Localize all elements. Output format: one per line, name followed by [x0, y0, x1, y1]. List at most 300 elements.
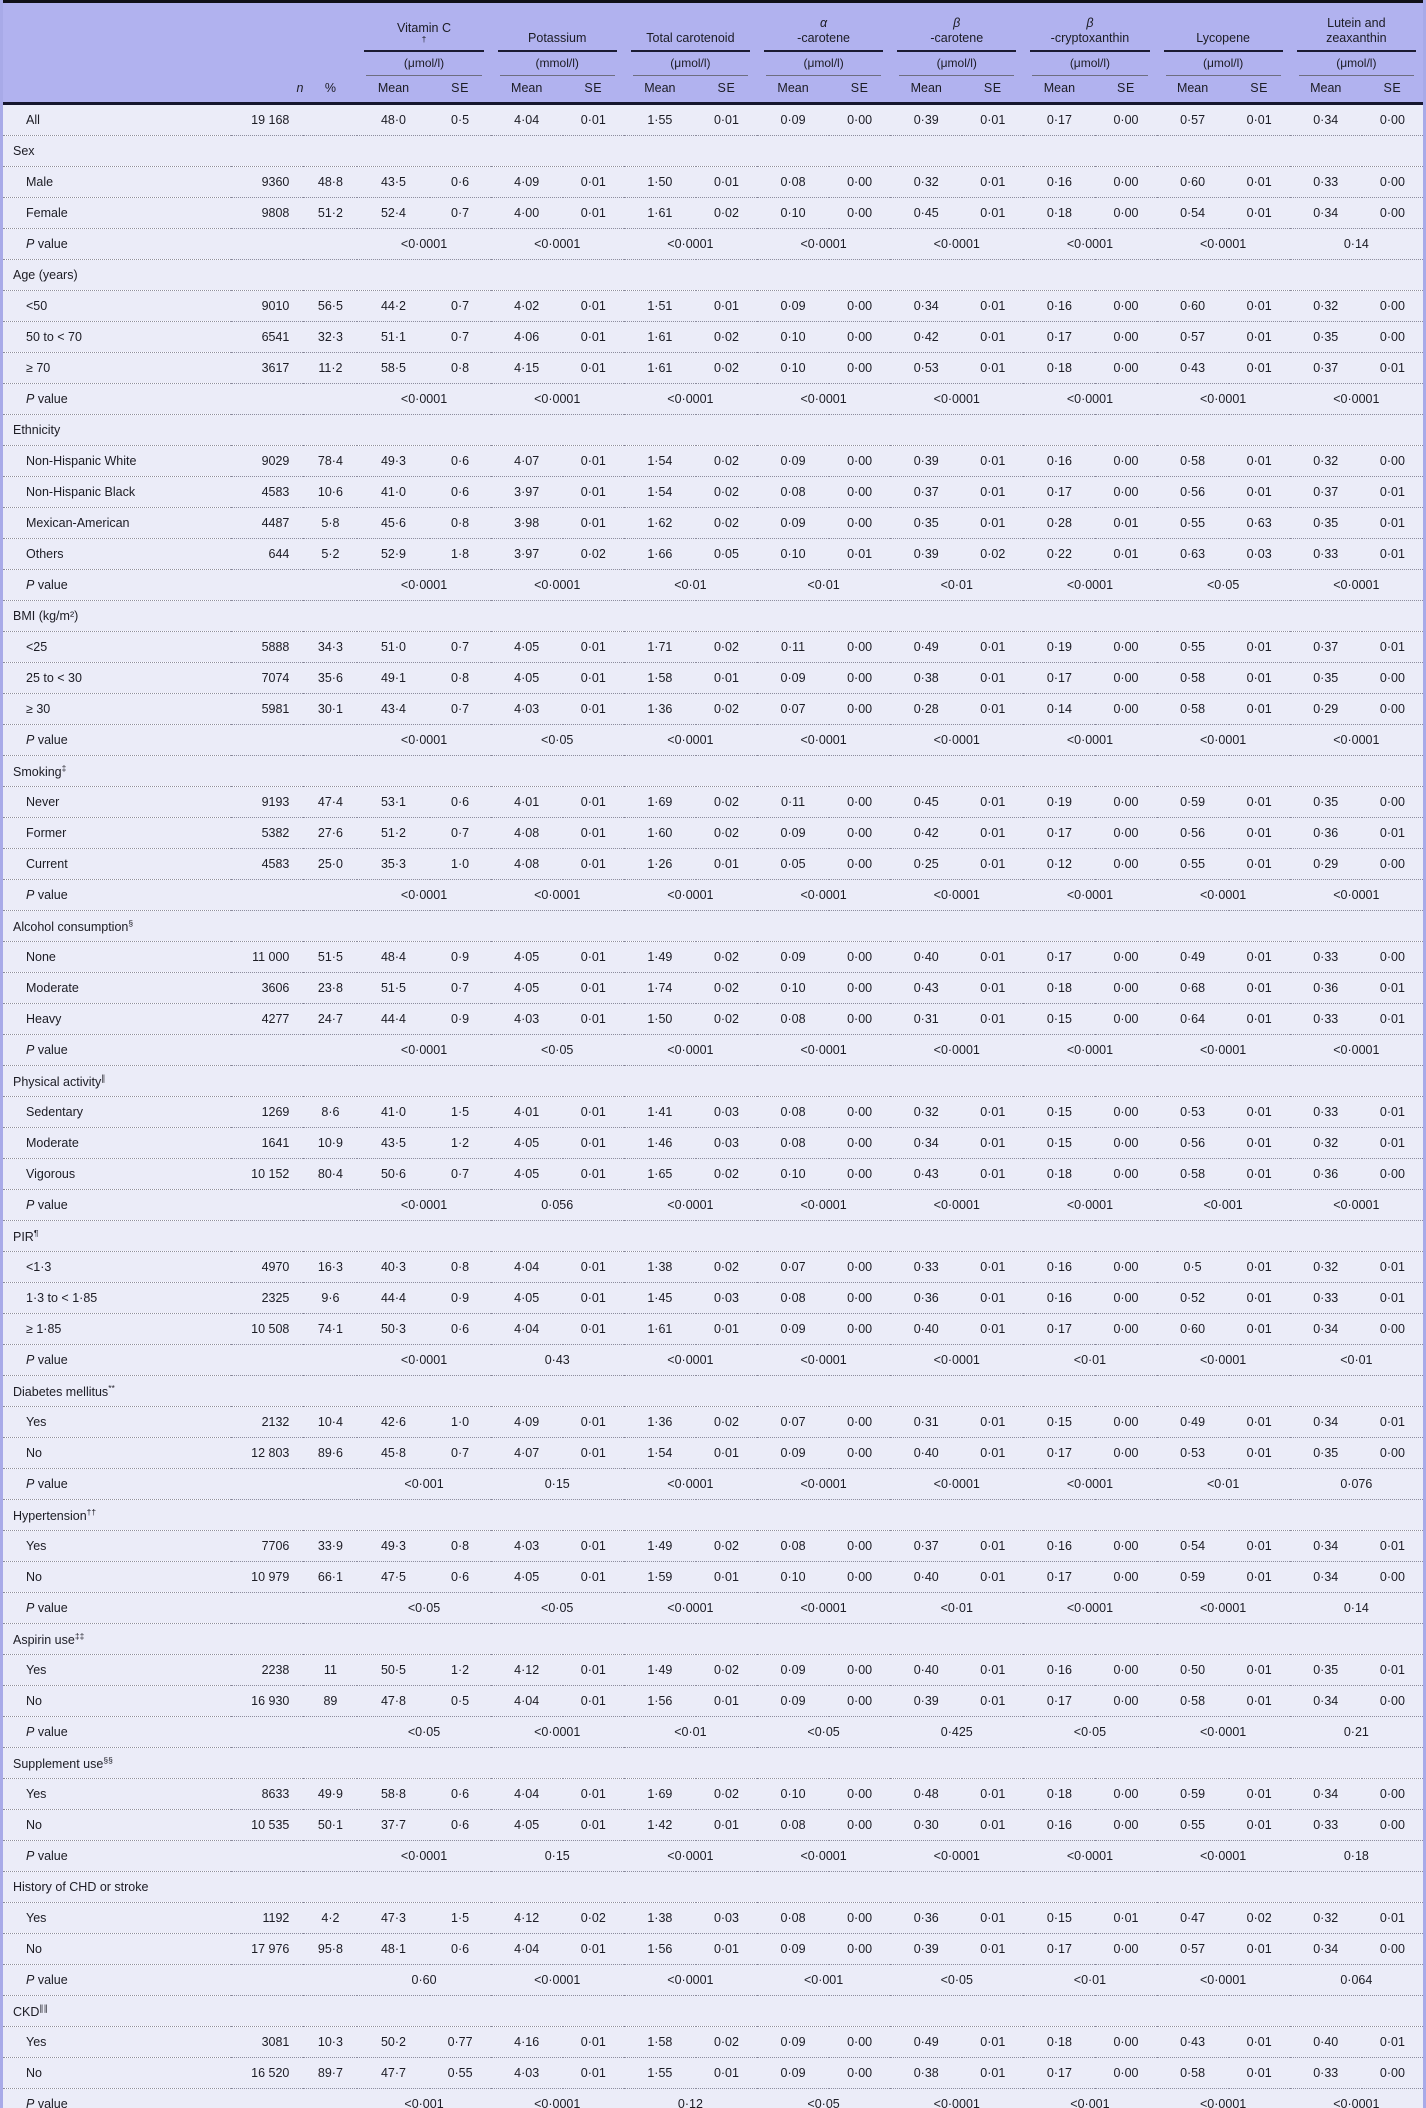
se-cell: 0·00 — [829, 198, 890, 229]
group-unit-label: (μmol/l) — [633, 52, 748, 76]
mean-cell: 0·07 — [757, 1407, 829, 1438]
group-header-3 — [757, 2, 890, 53]
table-row — [3, 291, 1423, 322]
se-cell: 0·00 — [829, 1903, 890, 1934]
mean-cell: 41·0 — [357, 477, 429, 508]
section-row — [3, 1500, 1423, 1531]
empty-cell — [303, 1593, 357, 1624]
greek-letter: β — [953, 16, 961, 31]
col-header-n: n — [231, 76, 303, 104]
p-italic: P — [26, 1353, 35, 1367]
mean-cell: 0·55 — [1157, 508, 1229, 539]
p-value-row — [3, 725, 1423, 756]
se-cell: 0·00 — [829, 353, 890, 384]
mean-cell: 4·05 — [491, 1810, 563, 1841]
mean-cell: 0·16 — [1023, 1531, 1095, 1562]
mean-cell: 0·08 — [757, 1097, 829, 1128]
se-cell: 1·5 — [430, 1097, 491, 1128]
mean-cell: 0·57 — [1157, 104, 1229, 136]
se-cell: 0·55 — [430, 2058, 491, 2089]
p-value-cell: <0·0001 — [1023, 570, 1156, 601]
mean-cell: 0·48 — [890, 1779, 962, 1810]
row-label: Current — [3, 849, 231, 880]
col-header-mean: Mean — [1023, 76, 1095, 104]
section-row — [3, 1996, 1423, 2027]
mean-cell: 0·36 — [890, 1283, 962, 1314]
se-cell: 0·02 — [696, 477, 757, 508]
mean-cell: 4·04 — [491, 1779, 563, 1810]
pct-cell: 78·4 — [303, 446, 357, 477]
se-cell: 0·01 — [1229, 2027, 1290, 2058]
p-value-cell: <0·0001 — [491, 570, 624, 601]
p-value-cell: <0·01 — [757, 570, 890, 601]
se-cell: 0·01 — [563, 1562, 624, 1593]
mean-cell: 0·37 — [1290, 632, 1362, 663]
mean-cell: 1·50 — [624, 1004, 696, 1035]
mean-cell: 48·0 — [357, 104, 429, 136]
se-cell: 1·8 — [430, 539, 491, 570]
n-cell: 1269 — [231, 1097, 303, 1128]
pct-cell: 4·2 — [303, 1903, 357, 1934]
mean-cell: 0·09 — [757, 663, 829, 694]
mean-cell: 0·09 — [757, 942, 829, 973]
empty-cell — [303, 1469, 357, 1500]
mean-cell: 0·11 — [757, 632, 829, 663]
se-cell: 0·00 — [1362, 1314, 1423, 1345]
mean-cell: 0·40 — [890, 1438, 962, 1469]
pct-cell: 23·8 — [303, 973, 357, 1004]
se-cell: 0·00 — [1362, 167, 1423, 198]
se-cell: 0·02 — [696, 818, 757, 849]
mean-cell: 0·53 — [1157, 1438, 1229, 1469]
se-cell: 0·01 — [563, 787, 624, 818]
section-row — [3, 1624, 1423, 1655]
p-value-cell: <0·0001 — [757, 1035, 890, 1066]
mean-cell: 0·16 — [1023, 1283, 1095, 1314]
row-label: Yes — [3, 1655, 231, 1686]
p-value-cell: <0·05 — [491, 725, 624, 756]
section-row — [3, 1872, 1423, 1903]
mean-cell: 0·60 — [1157, 167, 1229, 198]
footnote-marker: ∥ — [101, 1072, 106, 1083]
table-header — [3, 2, 1423, 104]
se-cell: 0·01 — [563, 167, 624, 198]
mean-cell: 0·08 — [757, 1810, 829, 1841]
se-cell: 0·01 — [962, 942, 1023, 973]
se-cell: 0·01 — [563, 2058, 624, 2089]
pct-cell: 10·6 — [303, 477, 357, 508]
mean-cell: 4·05 — [491, 1562, 563, 1593]
greek-letter: α — [820, 16, 828, 31]
p-value-row — [3, 1035, 1423, 1066]
mean-cell: 0·15 — [1023, 1128, 1095, 1159]
header-spacer — [3, 2, 231, 53]
mean-cell: 1·71 — [624, 632, 696, 663]
se-cell: 0·01 — [962, 1686, 1023, 1717]
p-italic: P — [26, 1477, 35, 1491]
p-value-cell: <0·0001 — [890, 1345, 1023, 1376]
mean-cell: 0·49 — [1157, 942, 1229, 973]
mean-cell: 0·07 — [757, 694, 829, 725]
mean-cell: 0·16 — [1023, 1655, 1095, 1686]
se-cell: 0·02 — [696, 446, 757, 477]
pct-cell: 25·0 — [303, 849, 357, 880]
empty-cell — [303, 1717, 357, 1748]
se-cell: 0·00 — [1095, 1531, 1156, 1562]
mean-cell: 0·58 — [1157, 446, 1229, 477]
mean-cell: 50·2 — [357, 2027, 429, 2058]
se-cell: 0·01 — [962, 1655, 1023, 1686]
table-row — [3, 1531, 1423, 1562]
se-cell: 0·00 — [1095, 1283, 1156, 1314]
mean-cell: 0·58 — [1157, 1686, 1229, 1717]
mean-cell: 0·43 — [1157, 353, 1229, 384]
se-cell: 0·00 — [1362, 2058, 1423, 2089]
mean-cell: 4·15 — [491, 353, 563, 384]
mean-cell: 0·39 — [890, 446, 962, 477]
header-spacer — [303, 52, 357, 76]
p-value-cell: <0·0001 — [624, 384, 757, 415]
n-cell: 2238 — [231, 1655, 303, 1686]
p-value-cell: <0·01 — [1023, 1345, 1156, 1376]
row-label: Female — [3, 198, 231, 229]
row-label: <25 — [3, 632, 231, 663]
row-label: Heavy — [3, 1004, 231, 1035]
empty-cell — [231, 1190, 303, 1221]
table-row — [3, 1810, 1423, 1841]
se-cell: 0·7 — [430, 1159, 491, 1190]
mean-cell: 0·34 — [1290, 1562, 1362, 1593]
mean-cell: 0·60 — [1157, 1314, 1229, 1345]
mean-cell: 4·03 — [491, 2058, 563, 2089]
mean-cell: 0·17 — [1023, 663, 1095, 694]
empty-cell — [303, 1035, 357, 1066]
mean-cell: 0·32 — [890, 1097, 962, 1128]
se-cell: 0·00 — [1095, 632, 1156, 663]
p-italic: P — [26, 733, 35, 747]
p-value-cell: <0·05 — [357, 1717, 490, 1748]
se-cell: 0·00 — [1095, 1562, 1156, 1593]
group-unit-3 — [757, 52, 890, 76]
section-label: Sex — [3, 136, 1423, 167]
p-value-row — [3, 384, 1423, 415]
se-cell: 0·00 — [1362, 1562, 1423, 1593]
mean-cell: 0·54 — [1157, 1531, 1229, 1562]
group-name: Potassium — [498, 12, 617, 52]
se-cell: 0·01 — [1229, 1810, 1290, 1841]
mean-cell: 1·51 — [624, 291, 696, 322]
mean-cell: 4·09 — [491, 1407, 563, 1438]
col-header-se: SE — [1095, 76, 1156, 104]
empty-cell — [231, 384, 303, 415]
mean-cell: 0·34 — [1290, 1407, 1362, 1438]
mean-cell: 4·07 — [491, 446, 563, 477]
mean-cell: 1·55 — [624, 2058, 696, 2089]
se-cell: 0·01 — [1229, 322, 1290, 353]
p-value-cell: <0·0001 — [624, 1345, 757, 1376]
mean-cell: 0·18 — [1023, 2027, 1095, 2058]
p-value-label: P value — [3, 1717, 231, 1748]
mean-cell: 0·29 — [1290, 849, 1362, 880]
se-cell: 0·00 — [1095, 1252, 1156, 1283]
empty-cell — [231, 725, 303, 756]
section-label: Alcohol consumption§ — [3, 911, 1423, 942]
se-cell: 0·01 — [696, 1314, 757, 1345]
mean-cell: 3·98 — [491, 508, 563, 539]
p-value-cell: 0·18 — [1290, 1841, 1423, 1872]
se-cell: 0·01 — [1229, 198, 1290, 229]
mean-cell: 1·54 — [624, 446, 696, 477]
p-value-cell: <0·0001 — [357, 1345, 490, 1376]
table-body — [3, 104, 1423, 2108]
p-value-cell: <0·0001 — [1290, 1035, 1423, 1066]
se-cell: 0·01 — [1229, 942, 1290, 973]
mean-cell: 1·38 — [624, 1252, 696, 1283]
p-value-cell: <0·0001 — [491, 1717, 624, 1748]
mean-cell: 4·08 — [491, 818, 563, 849]
p-value-cell: <0·0001 — [757, 1469, 890, 1500]
mean-cell: 0·15 — [1023, 1903, 1095, 1934]
se-cell: 0·01 — [563, 1686, 624, 1717]
table-row — [3, 632, 1423, 663]
p-value-cell: <0·0001 — [890, 1035, 1023, 1066]
mean-cell: 0·16 — [1023, 446, 1095, 477]
mean-cell: 1·58 — [624, 2027, 696, 2058]
mean-cell: 0·33 — [1290, 1810, 1362, 1841]
table-row — [3, 1159, 1423, 1190]
mean-cell: 0·31 — [890, 1407, 962, 1438]
p-value-cell: 0·064 — [1290, 1965, 1423, 1996]
n-cell: 644 — [231, 539, 303, 570]
mean-cell: 0·10 — [757, 198, 829, 229]
p-value-label: P value — [3, 1593, 231, 1624]
se-cell: 0·01 — [1229, 446, 1290, 477]
mean-cell: 0·43 — [890, 1159, 962, 1190]
se-cell: 0·01 — [1362, 353, 1423, 384]
table-row — [3, 1252, 1423, 1283]
mean-cell: 0·08 — [757, 1283, 829, 1314]
se-cell: 0·01 — [1229, 2058, 1290, 2089]
mean-cell: 0·34 — [1290, 1779, 1362, 1810]
se-cell: 0·01 — [1362, 1903, 1423, 1934]
p-value-cell: <0·0001 — [1157, 725, 1290, 756]
pct-cell: 5·8 — [303, 508, 357, 539]
se-cell: 0·00 — [1095, 1097, 1156, 1128]
se-cell: 0·00 — [829, 508, 890, 539]
table-row — [3, 1407, 1423, 1438]
se-cell: 0·9 — [430, 1283, 491, 1314]
p-value-cell: <0·0001 — [1157, 1593, 1290, 1624]
p-value-label: P value — [3, 384, 231, 415]
se-cell: 0·7 — [430, 632, 491, 663]
empty-cell — [231, 880, 303, 911]
empty-cell — [303, 2089, 357, 2108]
mean-cell: 0·39 — [890, 104, 962, 136]
n-cell: 7706 — [231, 1531, 303, 1562]
mean-cell: 0·37 — [1290, 477, 1362, 508]
pct-cell: 80·4 — [303, 1159, 357, 1190]
mean-cell: 4·07 — [491, 1438, 563, 1469]
section-row — [3, 136, 1423, 167]
table-row — [3, 1934, 1423, 1965]
pct-cell: 16·3 — [303, 1252, 357, 1283]
p-value-cell: <0·01 — [1157, 1469, 1290, 1500]
p-value-cell: <0·0001 — [890, 384, 1023, 415]
mean-cell: 0·33 — [1290, 1097, 1362, 1128]
p-value-cell: <0·001 — [357, 2089, 490, 2108]
p-italic: P — [26, 1849, 35, 1863]
pct-cell: 48·8 — [303, 167, 357, 198]
p-italic: P — [26, 392, 35, 406]
col-header-se: SE — [1362, 76, 1423, 104]
group-unit-4 — [890, 52, 1023, 76]
se-cell: 0·01 — [962, 477, 1023, 508]
se-cell: 0·01 — [563, 818, 624, 849]
mean-cell: 0·10 — [757, 1779, 829, 1810]
p-value-cell: <0·0001 — [1290, 1190, 1423, 1221]
mean-cell: 0·49 — [890, 2027, 962, 2058]
empty-cell — [231, 1469, 303, 1500]
p-value-cell: <0·0001 — [491, 384, 624, 415]
empty-cell — [303, 1841, 357, 1872]
se-cell: 0·01 — [1362, 818, 1423, 849]
se-cell: 0·9 — [430, 1004, 491, 1035]
mean-cell: 0·35 — [1290, 1438, 1362, 1469]
se-cell: 0·01 — [563, 663, 624, 694]
se-cell: 0·00 — [1095, 2027, 1156, 2058]
mean-cell: 0·59 — [1157, 1779, 1229, 1810]
p-value-cell: <0·0001 — [357, 880, 490, 911]
n-cell: 16 930 — [231, 1686, 303, 1717]
mean-cell: 4·05 — [491, 973, 563, 1004]
se-cell: 0·01 — [563, 104, 624, 136]
p-value-cell: <0·0001 — [491, 229, 624, 260]
se-cell: 0·01 — [1229, 104, 1290, 136]
se-cell: 0·00 — [1095, 1314, 1156, 1345]
mean-cell: 4·03 — [491, 694, 563, 725]
se-cell: 0·01 — [1229, 1686, 1290, 1717]
p-italic: P — [26, 578, 35, 592]
p-value-cell: <0·001 — [1157, 1190, 1290, 1221]
se-cell: 0·00 — [829, 167, 890, 198]
p-value-cell: <0·0001 — [757, 384, 890, 415]
mean-cell: 0·50 — [1157, 1655, 1229, 1686]
table-row — [3, 2058, 1423, 2089]
mean-cell: 0·10 — [757, 1159, 829, 1190]
se-cell: 0·01 — [1229, 353, 1290, 384]
se-cell: 0·6 — [430, 787, 491, 818]
se-cell: 0·01 — [1095, 508, 1156, 539]
pct-cell: 30·1 — [303, 694, 357, 725]
mean-cell: 0·08 — [757, 167, 829, 198]
row-label: ≥ 70 — [3, 353, 231, 384]
se-cell: 0·00 — [1362, 1686, 1423, 1717]
mean-cell: 4·04 — [491, 1252, 563, 1283]
pct-cell: 34·3 — [303, 632, 357, 663]
mean-cell: 0·53 — [1157, 1097, 1229, 1128]
p-value-row — [3, 229, 1423, 260]
row-label: No — [3, 1686, 231, 1717]
mean-cell: 1·49 — [624, 942, 696, 973]
row-label: No — [3, 1562, 231, 1593]
empty-cell — [231, 2089, 303, 2108]
mean-cell: 43·5 — [357, 167, 429, 198]
mean-cell: 58·8 — [357, 1779, 429, 1810]
n-cell: 10 152 — [231, 1159, 303, 1190]
p-value-cell: <0·01 — [624, 570, 757, 601]
se-cell: 0·00 — [1095, 942, 1156, 973]
pct-cell: 11·2 — [303, 353, 357, 384]
mean-cell: 0·38 — [890, 663, 962, 694]
p-value-cell: <0·0001 — [357, 384, 490, 415]
se-cell: 0·01 — [962, 663, 1023, 694]
p-value-cell: <0·01 — [1290, 1345, 1423, 1376]
mean-cell: 0·18 — [1023, 973, 1095, 1004]
row-label: Yes — [3, 1903, 231, 1934]
mean-cell: 1·66 — [624, 539, 696, 570]
p-value-cell: <0·0001 — [1023, 1190, 1156, 1221]
pct-cell: 11 — [303, 1655, 357, 1686]
mean-cell: 0·22 — [1023, 539, 1095, 570]
mean-cell: 0·52 — [1157, 1283, 1229, 1314]
se-cell: 0·00 — [1362, 1934, 1423, 1965]
mean-cell: 0·08 — [757, 1531, 829, 1562]
mean-cell: 0·45 — [890, 198, 962, 229]
pct-cell: 95·8 — [303, 1934, 357, 1965]
mean-cell: 0·08 — [757, 1128, 829, 1159]
group-name: β -cryptoxanthin — [1030, 12, 1149, 52]
p-value-cell: <0·0001 — [624, 1035, 757, 1066]
se-cell: 0·00 — [1362, 322, 1423, 353]
pct-cell: 10·3 — [303, 2027, 357, 2058]
empty-cell — [231, 229, 303, 260]
mean-cell: 0·36 — [890, 1903, 962, 1934]
se-cell: 0·01 — [563, 1283, 624, 1314]
mean-cell: 0·35 — [890, 508, 962, 539]
header-spacer — [3, 52, 231, 76]
se-cell: 0·01 — [1362, 1283, 1423, 1314]
col-header-se: SE — [563, 76, 624, 104]
n-cell: 5888 — [231, 632, 303, 663]
pct-cell: 5·2 — [303, 539, 357, 570]
n-cell: 19 168 — [231, 104, 303, 136]
group-unit-2 — [624, 52, 757, 76]
p-value-cell: <0·0001 — [1290, 2089, 1423, 2108]
mean-cell: 4·01 — [491, 1097, 563, 1128]
group-header-5 — [1023, 2, 1156, 53]
pct-cell: 56·5 — [303, 291, 357, 322]
empty-cell — [231, 1345, 303, 1376]
se-cell: 0·01 — [696, 1934, 757, 1965]
se-cell: 0·01 — [563, 694, 624, 725]
pct-cell: 10·9 — [303, 1128, 357, 1159]
footnote-marker: §§ — [103, 1754, 113, 1765]
se-cell: 1·2 — [430, 1128, 491, 1159]
se-cell: 0·00 — [1095, 1407, 1156, 1438]
mean-cell: 45·8 — [357, 1438, 429, 1469]
se-cell: 0·00 — [829, 1283, 890, 1314]
se-cell: 0·01 — [962, 1810, 1023, 1841]
se-cell: 0·7 — [430, 694, 491, 725]
se-cell: 0·00 — [1095, 1128, 1156, 1159]
n-cell: 11 000 — [231, 942, 303, 973]
se-cell: 0·01 — [962, 1097, 1023, 1128]
se-cell: 0·00 — [829, 1159, 890, 1190]
se-cell: 0·01 — [829, 539, 890, 570]
se-cell: 0·00 — [829, 1655, 890, 1686]
p-value-cell: 0·21 — [1290, 1717, 1423, 1748]
section-row — [3, 601, 1423, 632]
